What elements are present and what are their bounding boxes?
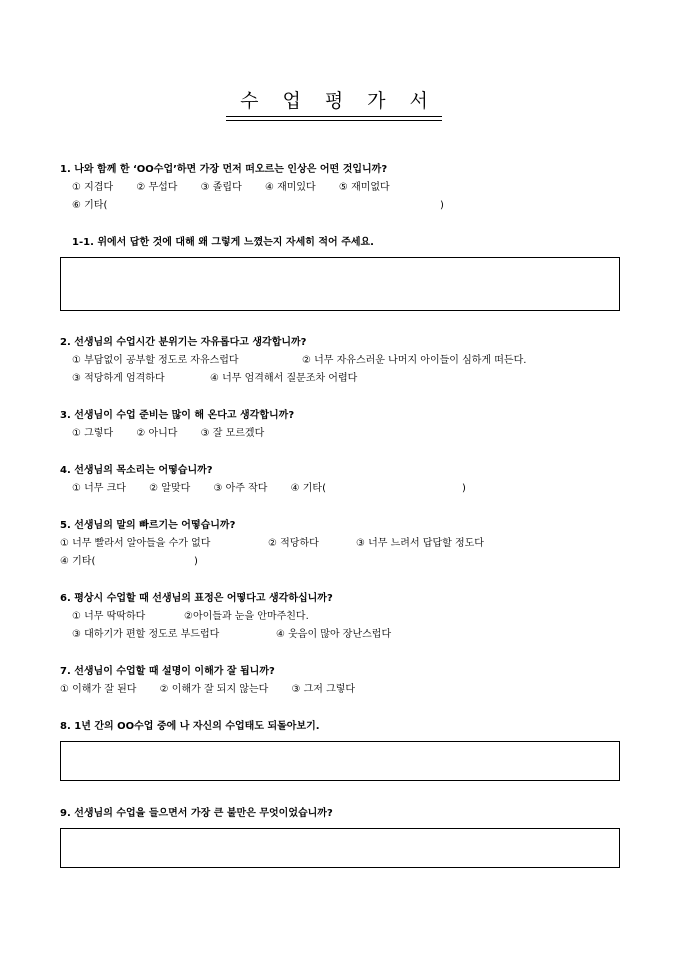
q3-option-1[interactable]: ① 그렇다 (72, 428, 114, 439)
q2-option-2[interactable]: ② 너무 자유스러운 나머지 아이들이 심하게 떠든다. (302, 355, 527, 366)
q1-option-6[interactable]: ⑥ 기타( (72, 200, 108, 211)
q7-option-3[interactable]: ③ 그저 그렇다 (291, 684, 356, 695)
q1-option-6-close: ) (440, 200, 444, 211)
q5-option-2[interactable]: ② 적당하다 (268, 538, 319, 549)
question-6: 6. 평상시 수업할 때 선생님의 표정은 어떻다고 생각하십니까? (60, 593, 333, 604)
question-4-options (72, 482, 346, 495)
q2-option-1[interactable]: ① 부담없이 공부할 정도로 자유스럽다 (72, 355, 239, 366)
q5-option-4-close: ) (194, 556, 198, 567)
question-1: 1. 나와 함께 한 ‘OO수업’하면 가장 먼저 떠오르는 인상은 어떤 것입니까? (60, 164, 388, 175)
q1-option-4[interactable]: ④ 재미있다 (264, 182, 316, 193)
answer-box-1-1[interactable] (60, 257, 620, 311)
answer-box-9[interactable] (60, 828, 620, 868)
q6-option-4[interactable]: ④ 웃음이 많아 장난스럽다 (276, 629, 392, 640)
q4-option-4[interactable]: ④ 기타( (290, 483, 326, 494)
question-7: 7. 선생님이 수업할 때 설명이 이해가 잘 됩니까? (60, 666, 275, 677)
q6-option-2[interactable]: ②아이들과 눈을 안마주친다. (184, 611, 309, 622)
q6-option-3[interactable]: ③ 대하기가 편할 정도로 부드럽다 (72, 629, 220, 640)
q6-option-1[interactable]: ① 너무 딱딱하다 (72, 611, 146, 622)
question-4: 4. 선생님의 목소리는 어떻습니까? (60, 465, 213, 476)
question-9: 9. 선생님의 수업을 들으면서 가장 큰 불만은 무엇이었습니까? (60, 808, 333, 819)
q1-option-1[interactable]: ① 지겹다 (72, 182, 114, 193)
answer-box-8[interactable] (60, 741, 620, 781)
q4-option-3[interactable]: ③ 아주 작다 (213, 483, 268, 494)
question-7-options (60, 683, 375, 696)
question-2: 2. 선생님의 수업시간 분위기는 자유롭다고 생각합니까? (60, 337, 307, 348)
q2-option-3[interactable]: ③ 적당하게 엄격하다 (72, 373, 165, 384)
title-underline-double (226, 120, 442, 121)
q4-option-1[interactable]: ① 너무 크다 (72, 483, 126, 494)
question-3-options (72, 427, 284, 440)
title-underline (226, 116, 442, 117)
q7-option-1[interactable]: ① 이해가 잘 된다 (60, 684, 137, 695)
q3-option-2[interactable]: ② 아니다 (136, 428, 178, 439)
page-title: 수업평가서 (240, 90, 452, 112)
q4-option-4-close: ) (462, 483, 466, 494)
question-1-options (72, 181, 410, 194)
question-8: 8. 1년 간의 OO수업 중에 나 자신의 수업태도 되돌아보기. (60, 721, 320, 732)
q7-option-2[interactable]: ② 이해가 잘 되지 않는다 (159, 684, 269, 695)
q1-option-2[interactable]: ② 무섭다 (136, 182, 178, 193)
q1-option-3[interactable]: ③ 졸립다 (200, 182, 242, 193)
q2-option-4[interactable]: ④ 너무 엄격해서 질문조차 어렵다 (210, 373, 358, 384)
q1-option-5[interactable]: ⑤ 재미없다 (338, 182, 390, 193)
question-1-1: 1-1. 위에서 답한 것에 대해 왜 그렇게 느꼈는지 자세히 적어 주세요. (72, 237, 374, 248)
q5-option-4[interactable]: ④ 기타( (60, 556, 96, 567)
q4-option-2[interactable]: ② 알맞다 (149, 483, 191, 494)
q3-option-3[interactable]: ③ 잘 모르겠다 (200, 428, 265, 439)
question-3: 3. 선생님이 수업 준비는 많이 해 온다고 생각합니까? (60, 410, 295, 421)
q5-option-1[interactable]: ① 너무 빨라서 알아들을 수가 없다 (60, 538, 211, 549)
q5-option-3[interactable]: ③ 너무 느려서 답답할 정도다 (356, 538, 484, 549)
question-5: 5. 선생님의 말의 빠르기는 어떻습니까? (60, 520, 236, 531)
